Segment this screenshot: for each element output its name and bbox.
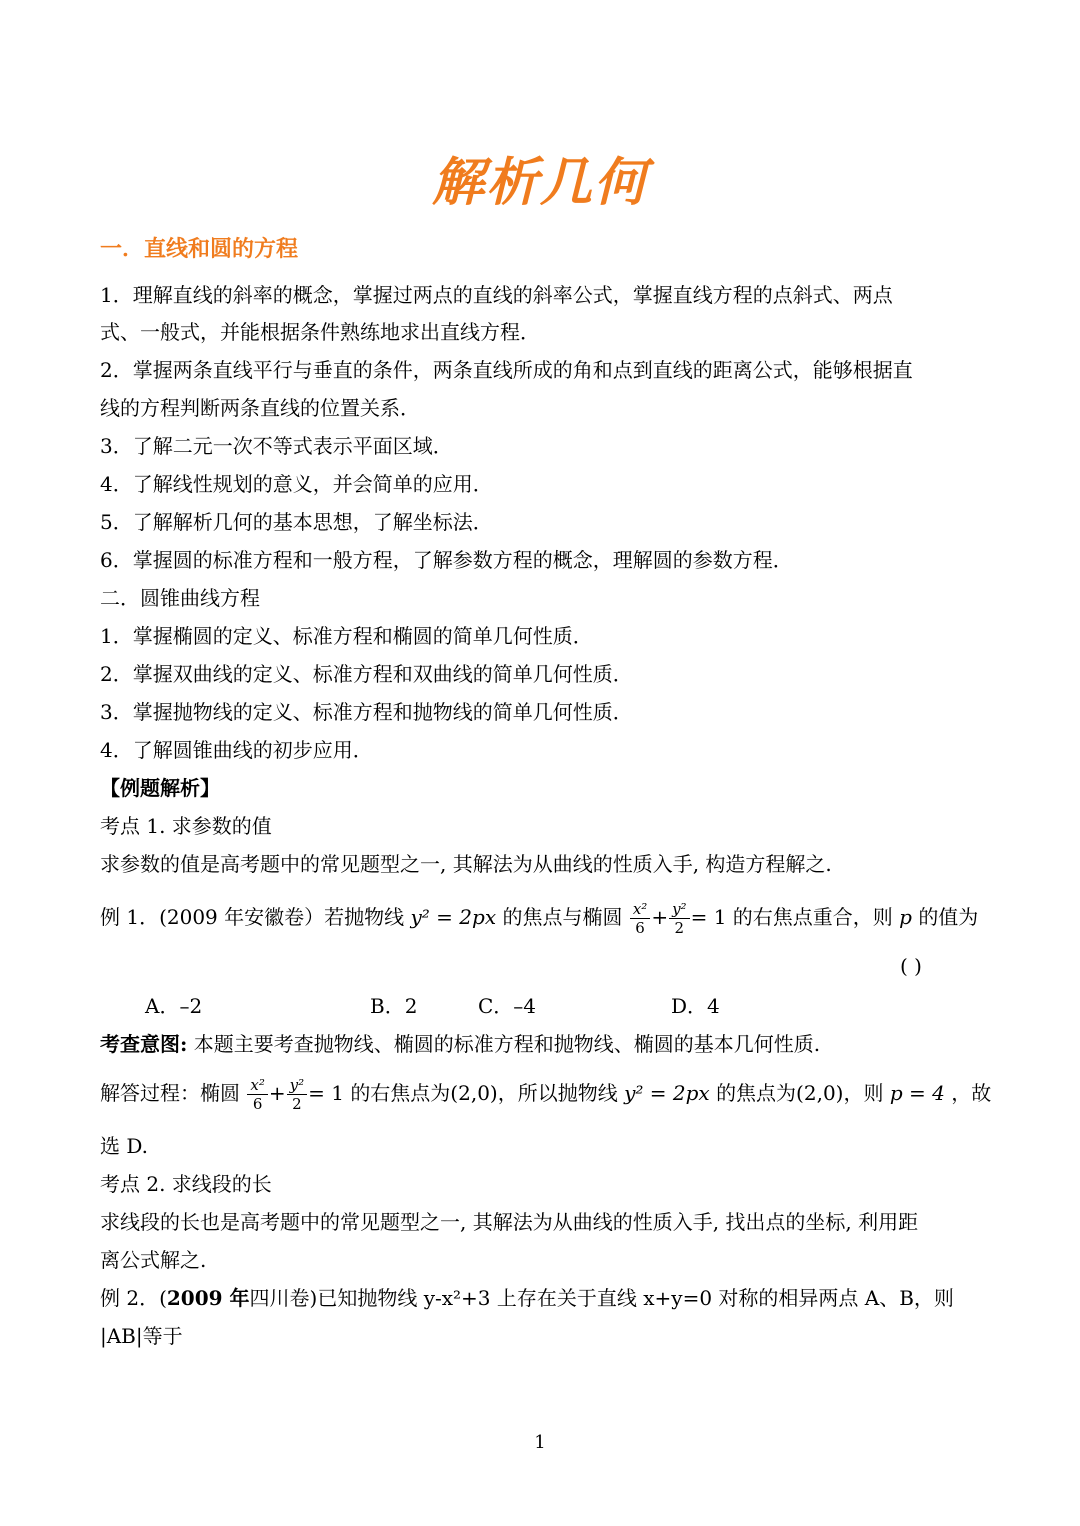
equals-one: = 1 [690, 905, 727, 929]
solution-mid: 的右焦点为(2,0)，所以抛物线 [350, 1081, 618, 1105]
fraction-y [287, 1076, 308, 1113]
solution-end: ，故 [951, 1081, 992, 1105]
fraction-denominator: 6 [252, 1095, 263, 1113]
example2-prefix: 例 2．( [100, 1286, 167, 1310]
example2-line-2: |AB|等于 [100, 1324, 183, 1348]
intent-text: 本题主要考查抛物线、椭圆的标准方程和抛物线、椭圆的基本几何性质. [187, 1032, 821, 1056]
answer-parentheses: ( ) [900, 954, 922, 978]
parabola-equation: y² = 2px [624, 1081, 710, 1105]
example1-suffix: 的右焦点重合，则 [732, 905, 893, 929]
fraction-denominator: 2 [674, 919, 685, 937]
fraction-numerator: x² [630, 900, 650, 919]
section1-item: 1．理解直线的斜率的概念，掌握过两点的直线的斜率公式，掌握直线方程的点斜式、两点 [100, 283, 893, 307]
kp1-title: 考点 1. 求参数的值 [100, 814, 272, 838]
fraction-x [247, 1076, 267, 1113]
example1-mid: 的焦点与椭圆 [502, 905, 623, 929]
option-b: B．2 [370, 994, 418, 1018]
variable-p: p [899, 905, 912, 929]
option-c: C．–4 [478, 994, 537, 1018]
fraction-y [669, 900, 690, 937]
examples-heading: 【例题解析】 [100, 776, 220, 800]
solution-line [100, 1068, 990, 1118]
kp2-description: 求线段的长也是高考题中的常见题型之一, 其解法为从曲线的性质入手, 找出点的坐标, 利用距 [100, 1210, 919, 1234]
fraction-denominator: 6 [635, 919, 645, 937]
section1-item: 2．掌握两条直线平行与垂直的条件，两条直线所成的角和点到直线的距离公式，能够根据直 [100, 358, 913, 382]
plus-sign: + [268, 1081, 286, 1105]
section2-item: 3．掌握抛物线的定义、标准方程和抛物线的简单几何性质． [100, 700, 633, 724]
kp2-description: 离公式解之. [100, 1248, 207, 1272]
section2-item: 2．掌握双曲线的定义、标准方程和双曲线的简单几何性质． [100, 662, 633, 686]
plus-sign: + [651, 905, 669, 929]
example1-end: 的值为 [918, 905, 979, 929]
example1-prefix: 例 1．(2009 年安徽卷）若抛物线 [100, 905, 405, 929]
kp2-title: 考点 2. 求线段的长 [100, 1172, 272, 1196]
solution-mid2: 的焦点为(2,0)，则 [716, 1081, 884, 1105]
parabola-equation: y² = 2px [410, 905, 497, 929]
section1-item: 4．了解线性规划的意义，并会简单的应用． [100, 472, 493, 496]
section1-item: 3．了解二元一次不等式表示平面区域． [100, 434, 453, 458]
option-d: D．4 [671, 994, 720, 1018]
fraction-numerator: y² [669, 900, 690, 919]
document-title: 解析几何 [431, 153, 648, 213]
fraction-numerator: y² [287, 1076, 308, 1095]
intent-label: 考查意图: [100, 1032, 188, 1056]
example2-question [100, 1284, 990, 1312]
section1-item: 6．掌握圆的标准方程和一般方程，了解参数方程的概念，理解圆的参数方程． [100, 548, 793, 572]
section2-heading: 二．圆锥曲线方程 [100, 586, 260, 610]
section2-item: 1．掌握椭圆的定义、标准方程和椭圆的简单几何性质． [100, 624, 593, 648]
intent-line [100, 1030, 990, 1058]
section2-item: 4．了解圆锥曲线的初步应用． [100, 738, 373, 762]
p-value: p = 4 [889, 1081, 945, 1105]
option-a: A．–2 [145, 994, 203, 1018]
fraction-numerator: x² [247, 1076, 267, 1095]
example2-text: 四川卷)已知抛物线 y-x²+3 上存在关于直线 x+y=0 对称的相异两点 A、B，则 [249, 1286, 954, 1310]
example1-question [100, 892, 990, 942]
section1-item: 5．了解解析几何的基本思想，了解坐标法． [100, 510, 493, 534]
fraction-denominator: 2 [292, 1095, 302, 1113]
example2-year: 2009 年 [166, 1286, 250, 1310]
page-number: 1 [534, 1432, 546, 1453]
fraction-x [630, 900, 650, 937]
equals-one: = 1 [308, 1081, 344, 1105]
section1-heading: 一．直线和圆的方程 [100, 237, 299, 262]
solution-line-2: 选 D. [100, 1134, 149, 1158]
solution-prefix: 解答过程：椭圆 [100, 1081, 240, 1105]
section1-item: 式、一般式，并能根据条件熟练地求出直线方程． [100, 320, 540, 344]
section1-item: 线的方程判断两条直线的位置关系． [100, 396, 420, 420]
kp1-description: 求参数的值是高考题中的常见题型之一, 其解法为从曲线的性质入手, 构造方程解之. [100, 852, 832, 876]
